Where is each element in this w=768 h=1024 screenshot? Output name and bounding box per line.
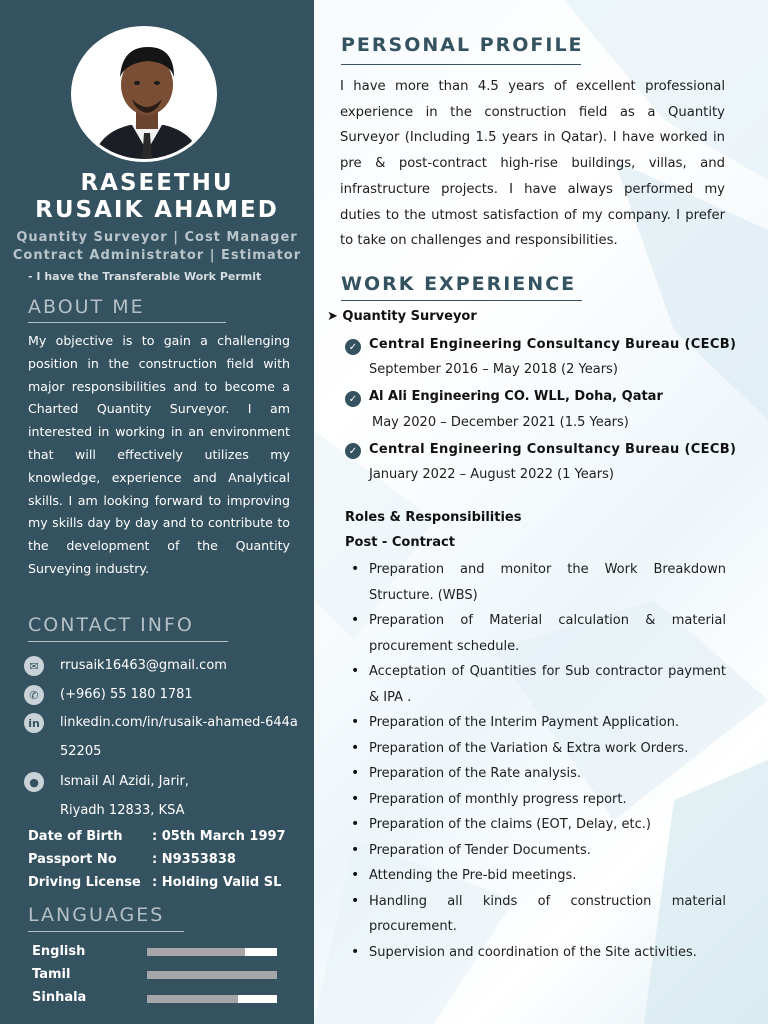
profile-heading: PERSONAL PROFILE [341, 34, 584, 56]
list-item: • Preparation and monitor the Work Breakdown Structure. (WBS) [345, 557, 726, 608]
check-circle-icon: ✓ [345, 339, 361, 355]
language-tamil-bar [147, 971, 277, 979]
languages-heading: LANGUAGES [28, 904, 165, 926]
passport-value: : N9353838 [152, 852, 236, 867]
about-text: My objective is to gain a challenging position in the construction field with major responsibilities and to become a Charted Quantity Surveyor. I am interested in working in an environment that will effectively utilizes my knowledge, experience and Analytical skills. I am looking forward to improving my skills day by day and to contribute to the development of the Quantity Surveying industry. [28, 333, 290, 576]
check-circle-icon: ✓ [345, 391, 361, 407]
list-item: • Preparation of the Rate analysis. [345, 761, 726, 787]
list-item: • Supervision and coordination of the Site activities. [345, 940, 726, 966]
job-2-dates: May 2020 – December 2021 (1.5 Years) [372, 415, 629, 430]
job-3-company: Central Engineering Consultancy Bureau (CECB) [369, 442, 737, 457]
job-3-dates: January 2022 – August 2022 (1 Years) [369, 467, 614, 482]
profile-text: I have more than 4.5 years of excellent professional experience in the construction field as a Quantity Surveyor (Including 1.5 years in Qatar). I have worked in pre & post-contract high-rise buildings, villas, and infrastructure projects. I have always performed my duties to the utmost satisfaction of my company. I prefer to take on challenges and responsibilities. [340, 79, 725, 249]
contact-phone[interactable] [24, 685, 300, 709]
language-sinhala: Sinhala [32, 990, 87, 1005]
job-1-dates: September 2016 – May 2018 (2 Years) [369, 362, 618, 377]
about-divider [28, 322, 226, 323]
name-line-1: RASEETHU [80, 170, 234, 196]
language-tamil-level [147, 971, 277, 979]
responsibilities-list [345, 557, 726, 965]
list-item: • Preparation of Material calculation & material procurement schedule. [345, 608, 726, 659]
language-english-bar [147, 948, 277, 956]
email-text[interactable]: rrusaik16463@gmail.com [60, 658, 227, 673]
work-permit-note: - I have the Transferable Work Permit [28, 270, 262, 283]
language-tamil: Tamil [32, 967, 71, 982]
license-row [28, 875, 281, 890]
contact-address [24, 772, 220, 825]
passport-row [28, 852, 236, 867]
list-item: • Handling all kinds of construction material procurement. [345, 889, 726, 940]
contact-email[interactable] [24, 656, 300, 680]
experience-divider [341, 300, 582, 301]
dob-label: Date of Birth [28, 829, 123, 844]
list-item: • Preparation of the claims (EOT, Delay, etc.) [345, 812, 726, 838]
list-item: • Preparation of the Interim Payment Application. [345, 710, 726, 736]
sidebar [0, 0, 314, 1024]
list-item: • Attending the Pre-bid meetings. [345, 863, 726, 889]
list-item: • Preparation of monthly progress report. [345, 787, 726, 813]
profile-photo [71, 26, 217, 162]
linkedin-icon: in [24, 713, 44, 733]
email-icon: ✉ [24, 656, 44, 676]
job-2-company: Al Ali Engineering CO. WLL, Doha, Qatar [369, 389, 663, 404]
list-item: • Preparation of the Variation & Extra work Orders. [345, 736, 726, 762]
license-value: : Holding Valid SL [152, 875, 282, 890]
license-label: Driving License [28, 875, 141, 890]
linkedin-text[interactable]: linkedin.com/in/rusaik-ahamed-644a52205 [60, 715, 298, 759]
location-pin-icon: ● [24, 772, 44, 792]
check-circle-icon: ✓ [345, 443, 361, 459]
name-line-2: RUSAIK AHAMED [35, 197, 279, 223]
phone-text[interactable]: (+966) 55 180 1781 [60, 687, 193, 702]
role-title: Quantity Surveyor [342, 309, 477, 324]
language-english-level [147, 948, 245, 956]
dob-value: : 05th March 1997 [152, 829, 286, 844]
passport-label: Passport No [28, 852, 117, 867]
roles-line-1: Quantity Surveyor | Cost Manager [16, 230, 298, 245]
about-heading: ABOUT ME [28, 296, 145, 318]
list-item: • Preparation of Tender Documents. [345, 838, 726, 864]
list-item: • Acceptation of Quantities for Sub contractor payment & IPA . [345, 659, 726, 710]
experience-heading: WORK EXPERIENCE [341, 273, 577, 295]
job-1-company: Central Engineering Consultancy Bureau (CECB) [369, 337, 737, 352]
post-contract-subtitle: Post - Contract [345, 535, 455, 550]
responsibilities-title: Roles & Responsibilities [345, 510, 522, 525]
roles-line-2: Contract Administrator | Estimator [12, 248, 302, 263]
contact-linkedin[interactable] [24, 713, 298, 766]
contact-heading: CONTACT INFO [28, 614, 194, 636]
arrow-icon: ➤ [327, 309, 343, 324]
dob-row [28, 829, 286, 844]
language-sinhala-level [147, 995, 238, 1003]
phone-icon: ✆ [24, 685, 44, 705]
experience-role [327, 309, 477, 324]
address-text: Ismail Al Azidi, Jarir, Riyadh 12833, KSA [60, 774, 189, 818]
profile-divider [341, 64, 581, 65]
language-english: English [32, 944, 86, 959]
languages-divider [28, 931, 184, 932]
language-sinhala-bar [147, 995, 277, 1003]
contact-divider [28, 641, 228, 642]
